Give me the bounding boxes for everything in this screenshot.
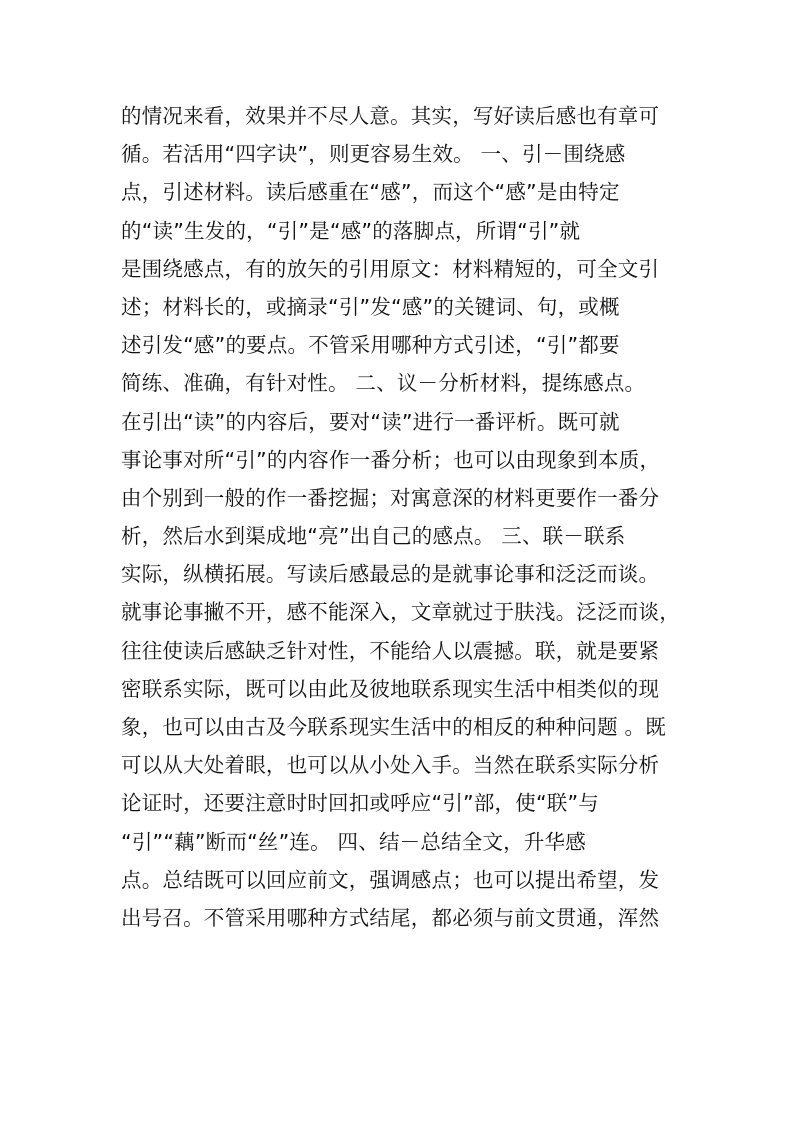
text-line: 实际，纵横拓展。写读后感最忌的是就事论事和泛泛而谈。	[121, 562, 660, 587]
text-line: 在引出“读”的内容后，要对“读”进行一番评析。既可就	[121, 409, 620, 434]
text-line: “引”“藕”断而“丝”连。 四、结－总结全文，升华感	[121, 829, 586, 854]
text-line: 述；材料长的，或摘录“引”发“感”的关键词、句，或概	[121, 294, 620, 319]
text-line: 点。总结既可以回应前文，强调感点；也可以提出希望，发	[121, 867, 660, 892]
text-line: 就事论事撇不开，感不能深入，文章就过于肤浅。泛泛而谈，	[121, 600, 680, 625]
text-line: 是围绕感点，有的放矢的引用原文：材料精短的，可全文引	[121, 256, 660, 281]
text-line: 简练、准确，有针对性。 二、议－分析材料，提练感点。	[121, 371, 646, 396]
text-line: 论证时，还要注意时时回扣或呼应“引”部，使“联”与	[121, 791, 599, 816]
text-line: 密联系实际，既可以由此及彼地联系现实生活中相类似的现	[121, 676, 660, 701]
text-line: 由个别到一般的作一番挖掘；对寓意深的材料更要作一番分	[121, 485, 660, 510]
text-line: 象，也可以由古及今联系现实生活中的相反的种种问题 。既	[121, 715, 666, 739]
text-line: 析，然后水到渠成地“亮”出自己的感点。 三、联－联系	[121, 524, 626, 549]
text-line: 事论事对所“引”的内容作一番分析；也可以由现象到本质，	[121, 447, 661, 472]
text-line: 往往使读后感缺乏针对性，不能给人以震撼。联，就是要紧	[121, 638, 660, 663]
text-line: 出号召。不管采用哪种方式结尾，都必须与前文贯通，浑然	[121, 905, 660, 930]
text-line: 可以从大处着眼，也可以从小处入手。当然在联系实际分析	[121, 753, 660, 778]
text-line: 循。若活用“四字诀”，则更容易生效。 一、引－围绕感	[121, 142, 626, 167]
body-text	[121, 97, 691, 937]
text-line: 点，引述材料。读后感重在“感”，而这个“感”是由特定	[121, 180, 620, 205]
text-line: 的情况来看，效果并不尽人意。其实，写好读后感也有章可	[121, 104, 660, 128]
text-line: 述引发“感”的要点。不管采用哪种方式引述，“引”都要	[121, 333, 620, 358]
text-line: 的“读”生发的，“引”是“感”的落脚点，所谓“引”就	[121, 218, 581, 243]
